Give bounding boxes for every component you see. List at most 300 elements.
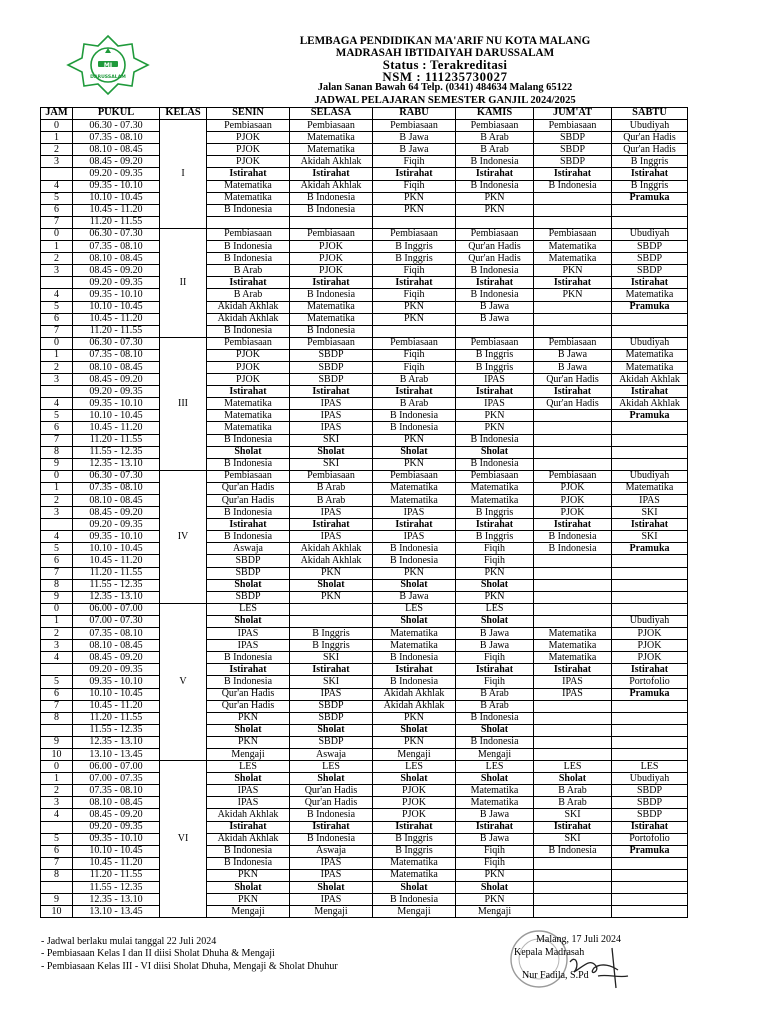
selasa-cell — [290, 216, 373, 228]
kamis-cell: Fiqih — [456, 676, 534, 688]
table-row — [41, 204, 688, 216]
kamis-cell: Matematika — [456, 495, 534, 507]
sabtu-cell: IPAS — [612, 495, 688, 507]
schedule-title: JADWAL PELAJARAN SEMESTER GANJIL 2024/2025 — [314, 95, 576, 106]
jumat-cell: PKN — [534, 265, 612, 277]
rabu-cell: PKN — [373, 567, 456, 579]
pukul-cell: 10.45 - 11.20 — [73, 313, 160, 325]
sabtu-cell: Pramuka — [612, 543, 688, 555]
pukul-cell: 11.55 - 12.35 — [73, 446, 160, 458]
jumat-cell: Istirahat — [534, 664, 612, 676]
table-row — [41, 289, 688, 301]
rabu-cell: B Indonesia — [373, 410, 456, 422]
table-row — [41, 857, 688, 869]
jumat-cell: B Indonesia — [534, 543, 612, 555]
sabtu-cell — [612, 204, 688, 216]
rabu-cell: Fiqih — [373, 265, 456, 277]
selasa-cell: Qur'an Hadis — [290, 785, 373, 797]
selasa-cell: B Inggris — [290, 640, 373, 652]
jumat-cell: B Indonesia — [534, 531, 612, 543]
kamis-cell: B Inggris — [456, 531, 534, 543]
jumat-cell — [534, 894, 612, 906]
jumat-cell — [534, 869, 612, 881]
table-row — [41, 543, 688, 555]
kamis-cell: B Inggris — [456, 507, 534, 519]
table-row — [41, 664, 688, 676]
sabtu-cell: Ubudiyah — [612, 615, 688, 627]
sabtu-cell — [612, 736, 688, 748]
table-row — [41, 773, 688, 785]
pukul-cell: 11.55 - 12.35 — [73, 724, 160, 736]
jam-cell: 10 — [41, 906, 73, 918]
jumat-cell — [534, 700, 612, 712]
selasa-cell: SBDP — [290, 736, 373, 748]
sabtu-cell: SBDP — [612, 253, 688, 265]
sabtu-cell: SBDP — [612, 241, 688, 253]
header-sabtu: SABTU — [612, 108, 688, 120]
sabtu-cell: SKI — [612, 507, 688, 519]
senin-cell: Qur'an Hadis — [207, 482, 290, 494]
jam-cell: 7 — [41, 857, 73, 869]
table-row — [41, 519, 688, 531]
jam-cell: 5 — [41, 676, 73, 688]
kelas-cell: II — [160, 228, 207, 337]
kamis-cell: Qur'an Hadis — [456, 241, 534, 253]
pukul-cell: 10.10 - 10.45 — [73, 301, 160, 313]
jam-cell: 4 — [41, 180, 73, 192]
kamis-cell: Pembiasaan — [456, 120, 534, 132]
class-group — [41, 470, 688, 603]
jam-cell: 1 — [41, 241, 73, 253]
kamis-cell: PKN — [456, 894, 534, 906]
rabu-cell: PKN — [373, 301, 456, 313]
kamis-cell: Sholat — [456, 882, 534, 894]
pukul-cell: 09.35 - 10.10 — [73, 289, 160, 301]
pukul-cell: 08.45 - 09.20 — [73, 265, 160, 277]
jumat-cell — [534, 567, 612, 579]
jam-cell: 9 — [41, 458, 73, 470]
rabu-cell: PKN — [373, 458, 456, 470]
kamis-cell: B Indonesia — [456, 180, 534, 192]
jam-cell: 2 — [41, 495, 73, 507]
pukul-cell: 09.35 - 10.10 — [73, 531, 160, 543]
table-row — [41, 434, 688, 446]
senin-cell: B Indonesia — [207, 204, 290, 216]
selasa-cell: PJOK — [290, 265, 373, 277]
pukul-cell: 09.20 - 09.35 — [73, 519, 160, 531]
sabtu-cell: Portofolio — [612, 676, 688, 688]
header-jam: JAM — [41, 108, 73, 120]
rabu-cell: Fiqih — [373, 156, 456, 168]
document-header — [0, 0, 768, 108]
senin-cell: B Indonesia — [207, 325, 290, 337]
kamis-cell: PKN — [456, 591, 534, 603]
table-row — [41, 410, 688, 422]
header-jumat: JUM'AT — [534, 108, 612, 120]
table-row — [41, 398, 688, 410]
senin-cell: Mengaji — [207, 906, 290, 918]
selasa-cell: SBDP — [290, 374, 373, 386]
note-item: - Jadwal berlaku mulai tanggal 22 Juli 2024 — [41, 936, 217, 947]
table-row — [41, 241, 688, 253]
sabtu-cell: SBDP — [612, 785, 688, 797]
kamis-cell: B Arab — [456, 700, 534, 712]
senin-cell: Sholat — [207, 882, 290, 894]
selasa-cell: B Indonesia — [290, 809, 373, 821]
selasa-cell: B Indonesia — [290, 833, 373, 845]
pukul-cell: 08.45 - 09.20 — [73, 156, 160, 168]
table-row — [41, 615, 688, 627]
jumat-cell: Sholat — [534, 773, 612, 785]
jam-cell: 10 — [41, 748, 73, 760]
jam-cell: 9 — [41, 591, 73, 603]
rabu-cell: Sholat — [373, 882, 456, 894]
pukul-cell: 10.10 - 10.45 — [73, 192, 160, 204]
kamis-cell: PKN — [456, 204, 534, 216]
sabtu-cell: Ubudiyah — [612, 470, 688, 482]
jam-cell — [41, 519, 73, 531]
selasa-cell: Aswaja — [290, 748, 373, 760]
jam-cell: 3 — [41, 156, 73, 168]
pukul-cell: 08.45 - 09.20 — [73, 374, 160, 386]
jumat-cell — [534, 857, 612, 869]
table-row — [41, 325, 688, 337]
pukul-cell: 06.30 - 07.30 — [73, 228, 160, 240]
senin-cell: Aswaja — [207, 543, 290, 555]
schedule-notes — [41, 936, 338, 973]
institution-name: LEMBAGA PENDIDIKAN MA'ARIF NU KOTA MALANG — [299, 35, 591, 47]
jumat-cell: PJOK — [534, 507, 612, 519]
rabu-cell: Mengaji — [373, 906, 456, 918]
jam-cell: 1 — [41, 482, 73, 494]
pukul-cell: 07.35 - 08.10 — [73, 628, 160, 640]
jumat-cell — [534, 458, 612, 470]
senin-cell: LES — [207, 761, 290, 773]
kamis-cell: B Jawa — [456, 301, 534, 313]
school-logo-icon — [62, 34, 154, 96]
jumat-cell: Pembiasaan — [534, 228, 612, 240]
jam-cell — [41, 386, 73, 398]
pukul-cell: 13.10 - 13.45 — [73, 906, 160, 918]
senin-cell: Pembiasaan — [207, 120, 290, 132]
senin-cell: Istirahat — [207, 821, 290, 833]
jam-cell: 1 — [41, 132, 73, 144]
sabtu-cell: B Inggris — [612, 180, 688, 192]
jam-cell: 4 — [41, 809, 73, 821]
sabtu-cell: PJOK — [612, 628, 688, 640]
senin-cell: Akidah Akhlak — [207, 301, 290, 313]
kamis-cell: Pembiasaan — [456, 470, 534, 482]
pukul-cell: 06.00 - 07.00 — [73, 761, 160, 773]
school-name: MADRASAH IBTIDAIYAH DARUSSALAM — [335, 47, 555, 59]
table-row — [41, 761, 688, 773]
jam-cell: 8 — [41, 712, 73, 724]
sabtu-cell: Qur'an Hadis — [612, 144, 688, 156]
jumat-cell — [534, 313, 612, 325]
senin-cell: Akidah Akhlak — [207, 809, 290, 821]
note-item: - Pembiasaan Kelas III - VI diisi Sholat Dhuha, Mengaji & Sholat Dhuhur — [41, 960, 338, 972]
jam-cell: 2 — [41, 628, 73, 640]
kamis-cell: B Indonesia — [456, 434, 534, 446]
table-row — [41, 555, 688, 567]
jam-cell: 3 — [41, 797, 73, 809]
senin-cell: Qur'an Hadis — [207, 688, 290, 700]
selasa-cell: SKI — [290, 434, 373, 446]
jam-cell: 4 — [41, 531, 73, 543]
senin-cell: B Indonesia — [207, 845, 290, 857]
senin-cell: B Indonesia — [207, 652, 290, 664]
table-row — [41, 470, 688, 482]
pukul-cell: 10.45 - 11.20 — [73, 422, 160, 434]
jam-cell: 5 — [41, 543, 73, 555]
selasa-cell: IPAS — [290, 857, 373, 869]
rabu-cell: B Inggris — [373, 241, 456, 253]
jumat-cell — [534, 555, 612, 567]
kamis-cell: PKN — [456, 869, 534, 881]
table-row — [41, 724, 688, 736]
senin-cell: Akidah Akhlak — [207, 833, 290, 845]
kamis-cell: PKN — [456, 422, 534, 434]
jumat-cell: B Jawa — [534, 349, 612, 361]
rabu-cell: Matematika — [373, 482, 456, 494]
table-row — [41, 628, 688, 640]
selasa-cell: Pembiasaan — [290, 337, 373, 349]
pukul-cell: 11.55 - 12.35 — [73, 579, 160, 591]
rabu-cell: PJOK — [373, 785, 456, 797]
senin-cell: PKN — [207, 894, 290, 906]
kelas-cell: III — [160, 337, 207, 470]
selasa-cell: PKN — [290, 591, 373, 603]
kamis-cell — [456, 325, 534, 337]
selasa-cell: Pembiasaan — [290, 120, 373, 132]
senin-cell: IPAS — [207, 785, 290, 797]
selasa-cell: B Inggris — [290, 628, 373, 640]
table-row — [41, 894, 688, 906]
selasa-cell: Istirahat — [290, 821, 373, 833]
jumat-cell: SBDP — [534, 132, 612, 144]
pukul-cell: 07.35 - 08.10 — [73, 349, 160, 361]
sabtu-cell — [612, 434, 688, 446]
jumat-cell — [534, 712, 612, 724]
table-header-row — [41, 108, 688, 120]
senin-cell: Mengaji — [207, 748, 290, 760]
sabtu-cell: Istirahat — [612, 168, 688, 180]
table-row — [41, 688, 688, 700]
jumat-cell — [534, 192, 612, 204]
jumat-cell: B Indonesia — [534, 845, 612, 857]
jam-cell: 8 — [41, 446, 73, 458]
pukul-cell: 10.45 - 11.20 — [73, 204, 160, 216]
selasa-cell: SBDP — [290, 349, 373, 361]
signature-block — [500, 930, 650, 1022]
jam-cell: 7 — [41, 434, 73, 446]
class-group — [41, 761, 688, 918]
senin-cell: Istirahat — [207, 519, 290, 531]
senin-cell: Istirahat — [207, 168, 290, 180]
jam-cell: 4 — [41, 652, 73, 664]
rabu-cell: Fiqih — [373, 180, 456, 192]
senin-cell: PJOK — [207, 361, 290, 373]
rabu-cell: Sholat — [373, 724, 456, 736]
selasa-cell: SKI — [290, 652, 373, 664]
sabtu-cell: Istirahat — [612, 386, 688, 398]
rabu-cell: Pembiasaan — [373, 470, 456, 482]
rabu-cell: Pembiasaan — [373, 228, 456, 240]
kamis-cell: B Indonesia — [456, 736, 534, 748]
rabu-cell: PJOK — [373, 809, 456, 821]
header-senin: SENIN — [207, 108, 290, 120]
kamis-cell: Sholat — [456, 579, 534, 591]
table-row — [41, 531, 688, 543]
svg-text:MI: MI — [103, 62, 113, 69]
table-row — [41, 833, 688, 845]
rabu-cell: Sholat — [373, 579, 456, 591]
senin-cell: Qur'an Hadis — [207, 700, 290, 712]
table-row — [41, 422, 688, 434]
selasa-cell: Akidah Akhlak — [290, 156, 373, 168]
kamis-cell: Fiqih — [456, 543, 534, 555]
rabu-cell: B Inggris — [373, 253, 456, 265]
kamis-cell: B Inggris — [456, 349, 534, 361]
jumat-cell: Qur'an Hadis — [534, 374, 612, 386]
rabu-cell: B Indonesia — [373, 676, 456, 688]
class-group — [41, 603, 688, 760]
jumat-cell: Matematika — [534, 241, 612, 253]
rabu-cell: PKN — [373, 313, 456, 325]
senin-cell: B Indonesia — [207, 458, 290, 470]
jumat-cell — [534, 216, 612, 228]
selasa-cell: Mengaji — [290, 906, 373, 918]
jam-cell: 4 — [41, 289, 73, 301]
sabtu-cell: PJOK — [612, 652, 688, 664]
sabtu-cell — [612, 712, 688, 724]
kelas-cell: VI — [160, 761, 207, 918]
senin-cell: Pembiasaan — [207, 337, 290, 349]
jam-cell: 0 — [41, 228, 73, 240]
table-row — [41, 748, 688, 760]
rabu-cell: Fiqih — [373, 361, 456, 373]
header-rabu: RABU — [373, 108, 456, 120]
kamis-cell: B Indonesia — [456, 289, 534, 301]
jam-cell: 5 — [41, 833, 73, 845]
jam-cell: 3 — [41, 374, 73, 386]
table-row — [41, 180, 688, 192]
selasa-cell: Akidah Akhlak — [290, 180, 373, 192]
jumat-cell: IPAS — [534, 688, 612, 700]
rabu-cell: Matematika — [373, 857, 456, 869]
sabtu-cell: Ubudiyah — [612, 773, 688, 785]
table-row — [41, 458, 688, 470]
pukul-cell: 06.30 - 07.30 — [73, 470, 160, 482]
senin-cell: B Indonesia — [207, 857, 290, 869]
pukul-cell: 12.35 - 13.10 — [73, 736, 160, 748]
sabtu-cell: Matematika — [612, 482, 688, 494]
jumat-cell: B Arab — [534, 785, 612, 797]
rabu-cell: Pembiasaan — [373, 337, 456, 349]
pukul-cell: 10.10 - 10.45 — [73, 845, 160, 857]
sabtu-cell — [612, 313, 688, 325]
pukul-cell: 08.10 - 08.45 — [73, 144, 160, 156]
table-row — [41, 386, 688, 398]
table-row — [41, 906, 688, 918]
kamis-cell: Istirahat — [456, 168, 534, 180]
pukul-cell: 07.35 - 08.10 — [73, 482, 160, 494]
jumat-cell — [534, 906, 612, 918]
table-row — [41, 821, 688, 833]
table-row — [41, 712, 688, 724]
rabu-cell: Pembiasaan — [373, 120, 456, 132]
header-kelas: KELAS — [160, 108, 207, 120]
selasa-cell: Matematika — [290, 144, 373, 156]
pukul-cell: 10.10 - 10.45 — [73, 688, 160, 700]
table-row — [41, 277, 688, 289]
senin-cell: B Arab — [207, 289, 290, 301]
table-row — [41, 349, 688, 361]
pukul-cell: 08.45 - 09.20 — [73, 507, 160, 519]
jumat-cell: Matematika — [534, 640, 612, 652]
note-item: - Pembiasaan Kelas I dan II diisi Sholat Dhuha & Mengaji — [41, 948, 275, 960]
jam-cell: 7 — [41, 567, 73, 579]
table-row — [41, 120, 688, 132]
senin-cell: SBDP — [207, 567, 290, 579]
kamis-cell: Fiqih — [456, 652, 534, 664]
rabu-cell: B Indonesia — [373, 555, 456, 567]
kamis-cell: LES — [456, 761, 534, 773]
rabu-cell: B Jawa — [373, 591, 456, 603]
pukul-cell: 10.10 - 10.45 — [73, 543, 160, 555]
table-row — [41, 869, 688, 881]
sabtu-cell — [612, 724, 688, 736]
jumat-cell: Istirahat — [534, 519, 612, 531]
pukul-cell: 10.45 - 11.20 — [73, 555, 160, 567]
jumat-cell: PJOK — [534, 482, 612, 494]
jam-cell: 0 — [41, 120, 73, 132]
senin-cell: Pembiasaan — [207, 470, 290, 482]
pukul-cell: 07.35 - 08.10 — [73, 785, 160, 797]
jumat-cell: Istirahat — [534, 821, 612, 833]
jam-cell: 9 — [41, 894, 73, 906]
kamis-cell: Sholat — [456, 615, 534, 627]
kamis-cell: Istirahat — [456, 821, 534, 833]
sabtu-cell: Pramuka — [612, 410, 688, 422]
table-row — [41, 676, 688, 688]
senin-cell: Istirahat — [207, 386, 290, 398]
selasa-cell: Istirahat — [290, 664, 373, 676]
table-row — [41, 192, 688, 204]
rabu-cell: Sholat — [373, 446, 456, 458]
rabu-cell: Matematika — [373, 640, 456, 652]
jam-cell — [41, 277, 73, 289]
selasa-cell — [290, 615, 373, 627]
pukul-cell: 11.20 - 11.55 — [73, 434, 160, 446]
pukul-cell: 07.00 - 07.35 — [73, 773, 160, 785]
senin-cell: IPAS — [207, 797, 290, 809]
kamis-cell: Istirahat — [456, 519, 534, 531]
sabtu-cell: Istirahat — [612, 664, 688, 676]
class-group — [41, 337, 688, 470]
senin-cell: PKN — [207, 869, 290, 881]
rabu-cell: PKN — [373, 736, 456, 748]
rabu-cell — [373, 216, 456, 228]
table-row — [41, 313, 688, 325]
pukul-cell: 12.35 - 13.10 — [73, 894, 160, 906]
sabtu-cell — [612, 869, 688, 881]
selasa-cell — [290, 603, 373, 615]
header-pukul: PUKUL — [73, 108, 160, 120]
jam-cell — [41, 664, 73, 676]
senin-cell: SBDP — [207, 555, 290, 567]
rabu-cell: Mengaji — [373, 748, 456, 760]
